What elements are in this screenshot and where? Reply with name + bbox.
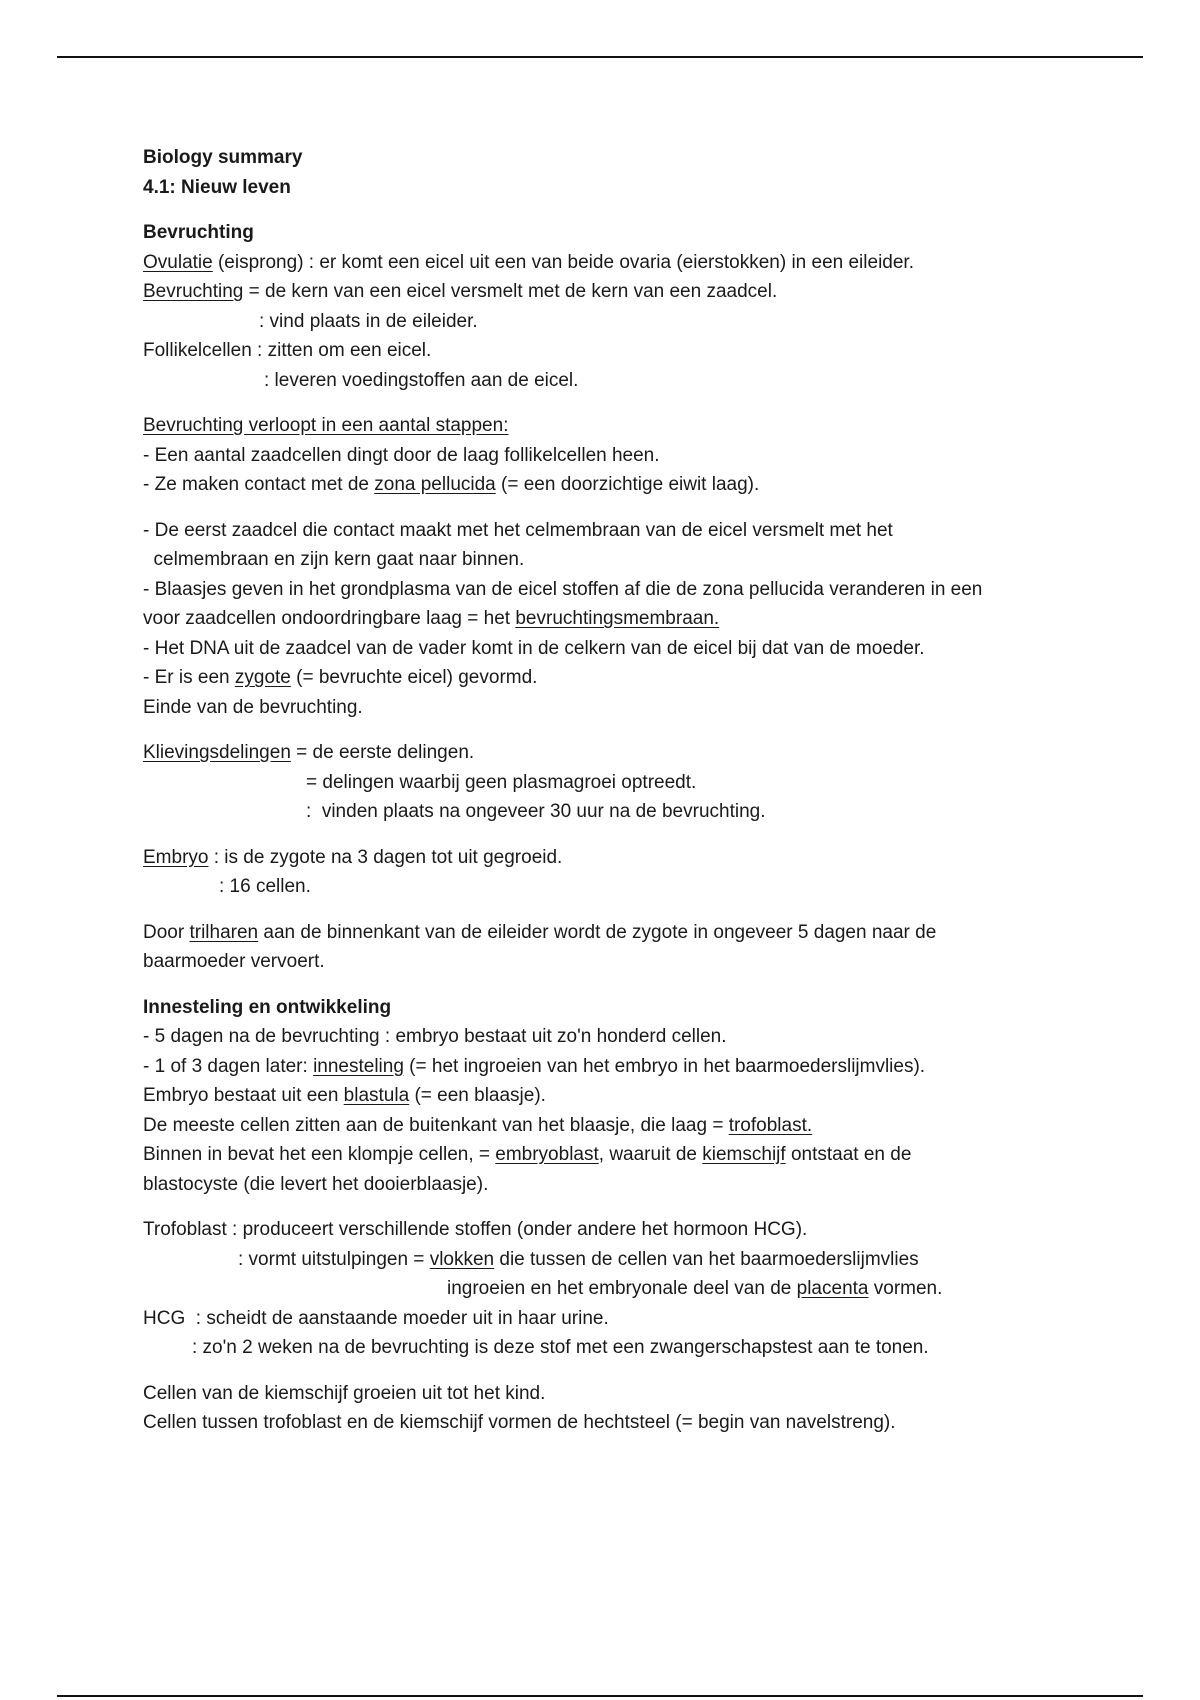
definition-text: ingroeien en het embryonale deel van de: [447, 1278, 797, 1299]
definition-text: (eisprong) : er komt een eicel uit een van beide ovaria (eierstokken) in een eileider.: [212, 251, 914, 273]
definition-continuation: : leveren voedingstoffen aan de eicel.: [264, 369, 579, 391]
term-bevruchtingsmembraan: bevruchtingsmembraan.: [515, 608, 720, 629]
section-heading-bevruchting: Bevruchting: [143, 222, 254, 243]
paragraph-line: Cellen van de kiemschijf groeien uit tot het kind.: [143, 1382, 546, 1404]
step-text: voor zaadcellen ondoordringbare laag = het: [143, 608, 516, 629]
step-text: (= bevruchte eicel) gevormd.: [290, 667, 538, 688]
step-item: - Blaasjes geven in het grondplasma van de eicel stoffen af die de zona pellucida veranderen in een: [143, 578, 983, 600]
definition-text: vormen.: [868, 1278, 943, 1299]
definition-ovulatie: [143, 248, 1063, 278]
footer-rule: [57, 1695, 1143, 1697]
step-item-continuation: celmembraan en zijn kern gaat naar binnen.: [143, 549, 525, 570]
step-item-continuation: [143, 604, 1063, 634]
definition-continuation: = delingen waarbij geen plasmagroei optreedt.: [306, 771, 697, 793]
list-item: - 5 dagen na de bevruchting : embryo bestaat uit zo'n honderd cellen.: [143, 1026, 727, 1047]
section-heading-innesteling: Innesteling en ontwikkeling: [143, 996, 392, 1018]
step-text: - Ze maken contact met de: [143, 474, 375, 495]
term-trofoblast: trofoblast.: [728, 1114, 813, 1136]
definition-text: : is de zygote na 3 dagen tot uit gegroeid.: [208, 846, 563, 868]
term-klievingsdelingen: Klievingsdelingen: [143, 742, 291, 763]
definition-continuation: : zo'n 2 weken na de bevruchting is deze stof met een zwangerschapstest aan te tonen.: [192, 1337, 929, 1358]
steps-end: Einde van de bevruchting.: [143, 696, 363, 718]
paragraph-continuation: blastocyste (die levert het dooierblaasje).: [143, 1173, 489, 1195]
definition-text: = de eerste delingen.: [290, 742, 475, 763]
step-item: [143, 663, 1063, 693]
paragraph-line: [143, 1081, 1063, 1111]
paragraph-text: De meeste cellen zitten aan de buitenkant van het blaasje, die laag =: [143, 1114, 729, 1136]
definition-follikelcellen: Follikelcellen : zitten om een eicel.: [143, 340, 432, 361]
list-item: [143, 1052, 1063, 1082]
definition-text: die tussen de cellen van het baarmoederslijmvlies: [494, 1248, 919, 1270]
step-item: [143, 470, 1063, 500]
step-item: - De eerst zaadcel die contact maakt met het celmembraan van de eicel versmelt met het: [143, 519, 893, 541]
paragraph-continuation: baarmoeder vervoert.: [143, 951, 325, 972]
paragraph-line: Cellen tussen trofoblast en de kiemschijf vormen de hechtsteel (= begin van navelstreng).: [143, 1412, 896, 1433]
term-trilharen: trilharen: [189, 921, 259, 943]
term-embryoblast: embryoblast: [495, 1144, 599, 1165]
term-zona-pellucida: zona pellucida: [374, 474, 496, 495]
paragraph-text: Embryo bestaat uit een: [143, 1085, 344, 1106]
doc-title: Biology summary: [143, 147, 303, 168]
definition-trofoblast: Trofoblast : produceert verschillende stoffen (onder andere het hormoon HCG).: [143, 1219, 808, 1240]
term-ovulatie: Ovulatie: [143, 251, 213, 273]
definition-text: = de kern van een eicel versmelt met de kern van een zaadcel.: [243, 281, 778, 302]
term-blastula: blastula: [343, 1085, 410, 1106]
definition-continuation: [143, 1245, 1063, 1275]
definition-hcg: HCG : scheidt de aanstaande moeder uit in haar urine.: [143, 1307, 609, 1329]
definition-text: : vormt uitstulpingen =: [238, 1248, 430, 1270]
paragraph-text: , waaruit de: [598, 1144, 703, 1165]
list-text: (= het ingroeien van het embryo in het baarmoederslijmvlies).: [403, 1055, 926, 1077]
step-item: - Een aantal zaadcellen dingt door de laag follikelcellen heen.: [143, 444, 660, 466]
paragraph-line: [143, 1111, 1063, 1141]
term-kiemschijf: kiemschijf: [702, 1144, 786, 1165]
definition-continuation: : vind plaats in de eileider.: [259, 310, 478, 332]
steps-heading: Bevruchting verloopt in een aantal stappen:: [143, 415, 509, 436]
definition-continuation: : 16 cellen.: [219, 876, 311, 897]
list-text: - 1 of 3 dagen later:: [143, 1055, 314, 1077]
paragraph-text: ontstaat en de: [785, 1144, 912, 1165]
term-vlokken: vlokken: [429, 1248, 495, 1270]
definition-continuation: [143, 1274, 1063, 1304]
definition-embryo: [143, 843, 1063, 873]
term-placenta: placenta: [796, 1278, 869, 1299]
paragraph-text: aan de binnenkant van de eileider wordt de zygote in ongeveer 5 dagen naar de: [258, 921, 937, 943]
paragraph-line: [143, 1140, 1063, 1170]
paragraph-trilharen: [143, 918, 1063, 948]
definition-continuation: : vinden plaats na ongeveer 30 uur na de bevruchting.: [306, 801, 766, 822]
paragraph-text: Binnen in bevat het een klompje cellen, =: [143, 1144, 496, 1165]
chapter-heading: 4.1: Nieuw leven: [143, 176, 291, 198]
paragraph-text: Door: [143, 921, 190, 943]
header-rule: [57, 56, 1143, 58]
term-bevruchting: Bevruchting: [143, 281, 244, 302]
document-body: [143, 143, 1063, 1438]
definition-klievingsdelingen: [143, 738, 1063, 768]
step-text: - Er is een: [143, 667, 235, 688]
step-item: - Het DNA uit de zaadcel van de vader komt in de celkern van de eicel bij dat van de moeder.: [143, 637, 925, 659]
step-text: (= een doorzichtige eiwit laag).: [495, 474, 760, 495]
definition-bevruchting: [143, 277, 1063, 307]
term-embryo: Embryo: [143, 846, 209, 868]
term-zygote: zygote: [234, 667, 291, 688]
term-innesteling: innesteling: [313, 1055, 404, 1077]
paragraph-text: (= een blaasje).: [409, 1085, 546, 1106]
